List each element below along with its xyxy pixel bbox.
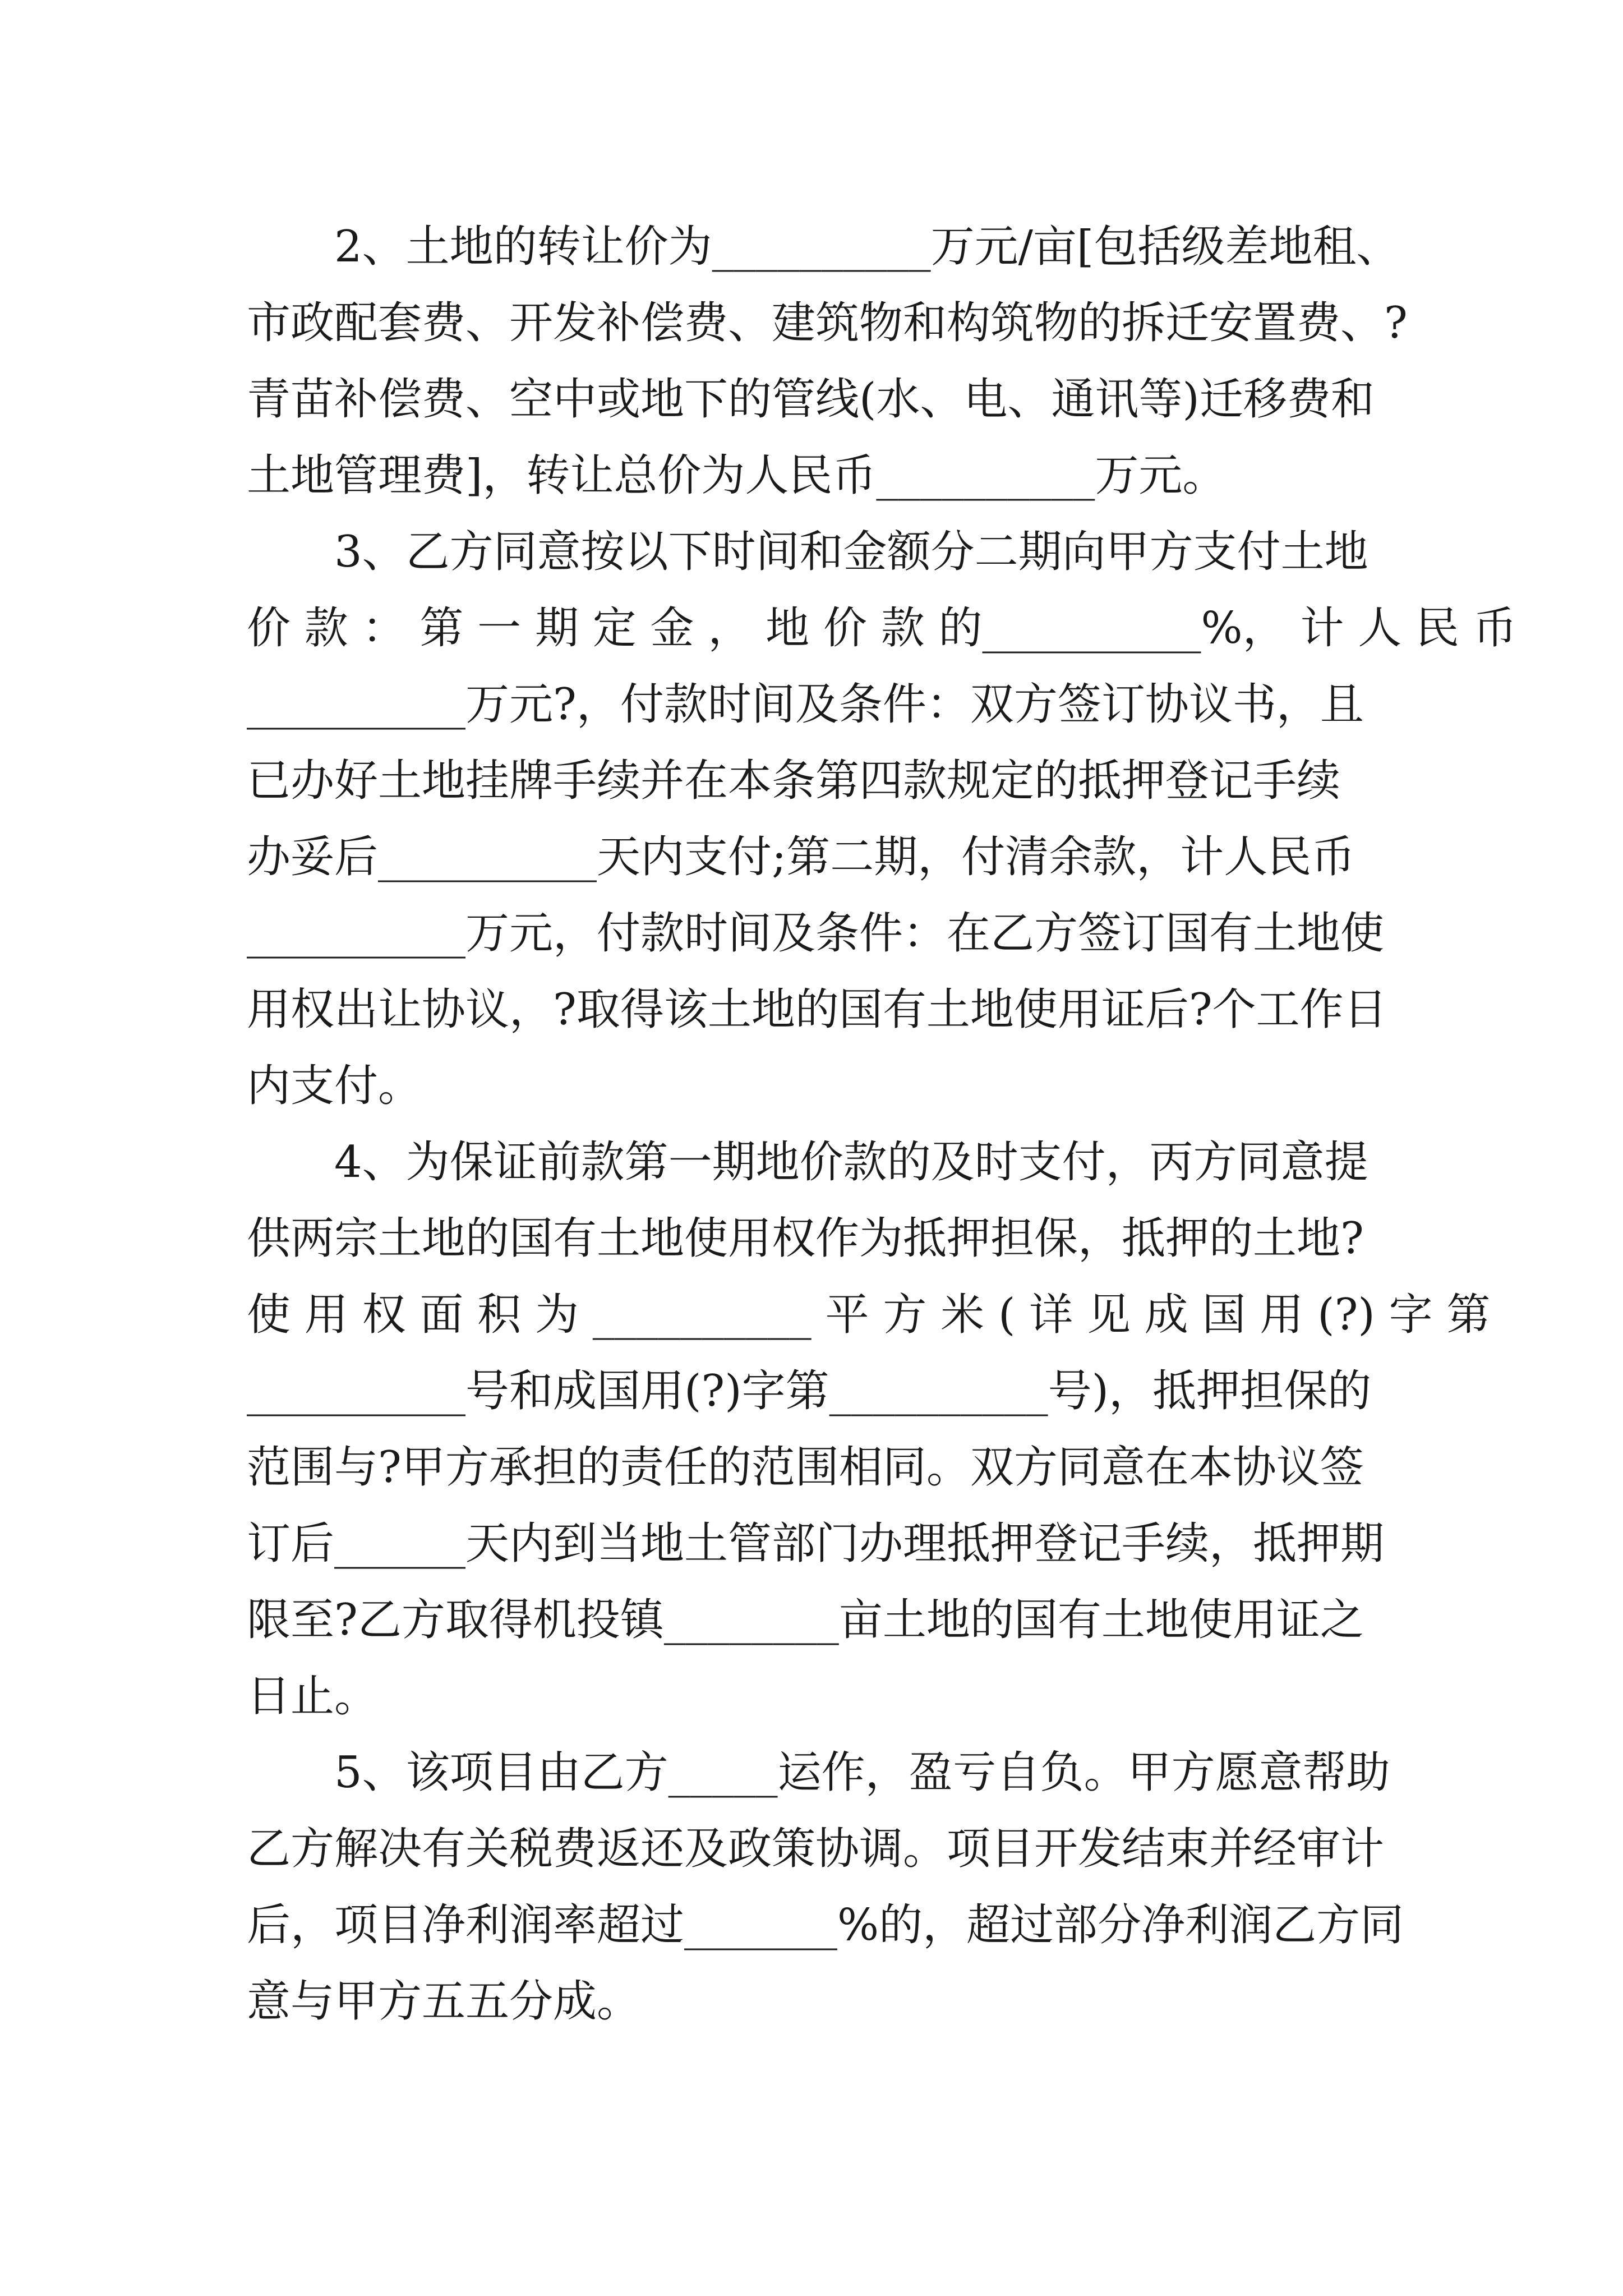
text-line: 乙方解决有关税费返还及政策协调。项目开发结束并经审计 bbox=[247, 1824, 1385, 1874]
text-line: 后，项目净利润率超过_______%的，超过部分净利润乙方同 bbox=[247, 1900, 1404, 1950]
text-line: 办妥后__________天内支付;第二期，付清余款，计人民币 bbox=[247, 832, 1355, 882]
text-line: 范围与?甲方承担的责任的范围相同。双方同意在本协议签 bbox=[247, 1442, 1364, 1493]
document-body bbox=[247, 209, 1517, 2040]
text-line: 限至?乙方取得机投镇________亩土地的国有土地使用证之 bbox=[247, 1595, 1364, 1645]
text-line: 4、为保证前款第一期地价款的及时支付，丙方同意提 bbox=[334, 1137, 1368, 1188]
text-line: 意与甲方五五分成。 bbox=[247, 1976, 641, 2027]
text-line: 价 款 ： 第 一 期 定 金 ， 地 价 款 的__________%， 计 人 民 币 bbox=[247, 603, 1517, 654]
text-line: 用权出让协议，?取得该土地的国有土地使用证后?个工作日 bbox=[247, 984, 1387, 1035]
text-line: 2、土地的转让价为__________万元/亩[包括级差地租、 bbox=[334, 222, 1400, 272]
text-line: 内支付。 bbox=[247, 1061, 422, 1111]
text-line: 3、乙方同意按以下时间和金额分二期向甲方支付土地 bbox=[334, 527, 1368, 577]
text-line: 日止。 bbox=[247, 1671, 379, 1722]
text-line: 市政配套费、开发补偿费、建筑物和构筑物的拆迁安置费、? bbox=[247, 298, 1408, 348]
text-line: 订后______天内到当地土管部门办理抵押登记手续，抵押期 bbox=[247, 1519, 1385, 1569]
text-line: 已办好土地挂牌手续并在本条第四款规定的抵押登记手续 bbox=[247, 756, 1341, 806]
text-line: 使 用 权 面 积 为 __________ 平 方 米 ( 详 见 成 国 用 (?) 字 第 bbox=[247, 1290, 1491, 1340]
text-line: __________号和成国用(?)字第__________号)，抵押担保的 bbox=[247, 1366, 1372, 1416]
text-line: 5、该项目由乙方_____运作，盈亏自负。甲方愿意帮助 bbox=[334, 1747, 1390, 1798]
text-line: 青苗补偿费、空中或地下的管线(水、电、通讯等)迁移费和 bbox=[247, 374, 1375, 425]
text-line: 土地管理费]，转让总价为人民币__________万元。 bbox=[247, 450, 1227, 501]
text-line: __________万元，付款时间及条件：在乙方签订国有土地使 bbox=[247, 908, 1385, 959]
text-line: __________万元?，付款时间及条件：双方签订协议书，且 bbox=[247, 679, 1364, 730]
text-line: 供两宗土地的国有土地使用权作为抵押担保，抵押的土地? bbox=[247, 1213, 1364, 1264]
